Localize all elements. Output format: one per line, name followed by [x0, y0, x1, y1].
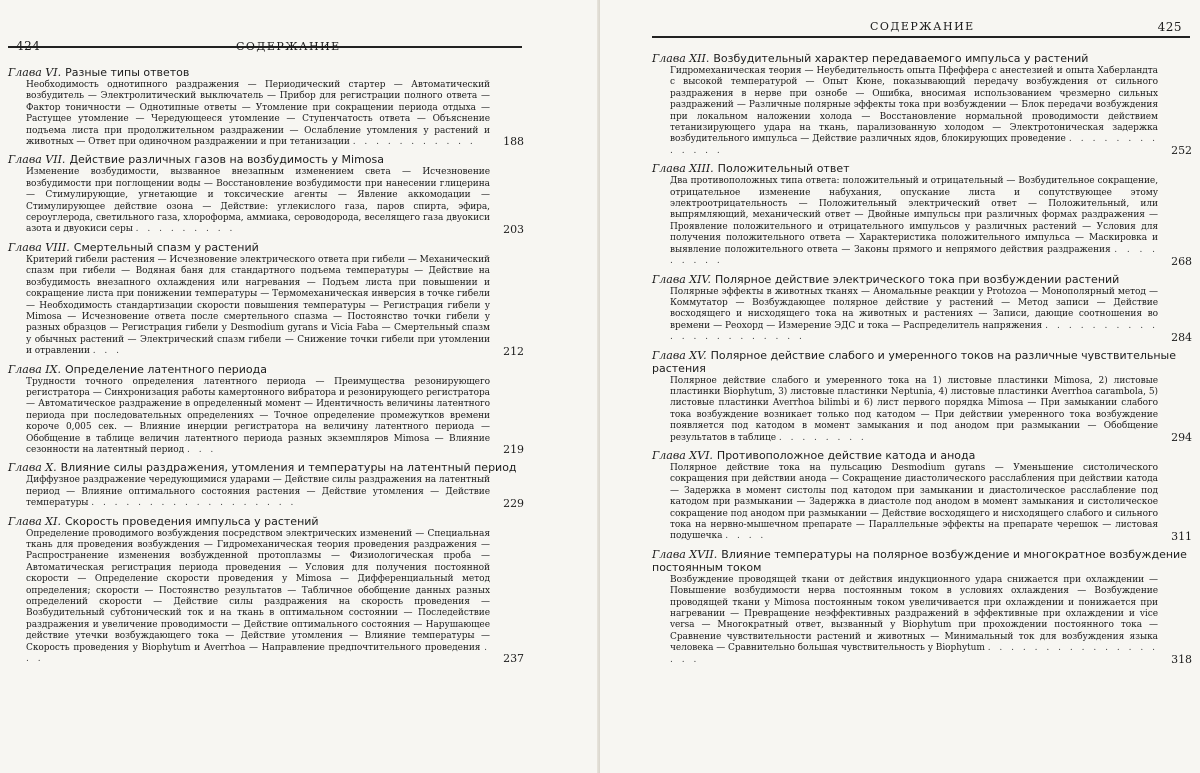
chapter-summary: Определение проводимого возбуждения посредством электрических изменений — Специальная ткань для проведения возбуждения — Гидромеханическая теория проведения раздражения — Распространение изменения возбужденной протоплазмы — Физиологическая проба — Автоматическая регистрация периода проведения — Условия для получения постоянной скорости — Определение скорости проведения у Mimosa — Дифференциальный метод определения; скорости — Постоянство результатов — Табличное обобщение данных разных определений скорости — Действие силы раздражения на скорость проведения — Возбудительный субтонический ток и на ткань в оптимальном состоянии — Последействие раздражения и увеличение проводимости — Действие оптимального состояния — Нарушающее действие утечки возбуждающего тока — Действие утомления — Влияние температуры — Скорость проведения у Biophytum и Averrhoa — Направление предпочтительного проведения: [26, 528, 490, 653]
chapter-heading: [652, 162, 1190, 175]
chapter-title: Возбудительный характер передаваемого импульса у растений: [713, 52, 1089, 65]
chapter-summary: Два противоположных типа ответа: положительный и отрицательный — Возбудительное сокращение, отрицательное изменение набухания, опускание листа и сопутствующее этому электроотрицательность — Положительный электрический ответ — Положительный, или выпрямляющий, механический ответ — Двойные импульсы при различных формах раздражения — Проявление положительного и отрицательного импульсов у различных растений — Условия для получения положительного ответа — Характеристика положительного импульса — Маскировка и выявление положительного ответа — Законы прямого и непрямого действия раздражения: [670, 176, 1158, 255]
chapter-page-number: 294: [1171, 430, 1192, 444]
chapter-title: Скорость проведения импульса у растений: [64, 514, 319, 528]
chapter-page-number: 229: [503, 496, 524, 510]
chapter-page-number: 203: [503, 222, 524, 236]
chapter-label: Глава XIII.: [652, 162, 714, 176]
chapter-entry: [8, 66, 522, 148]
chapter-heading: [8, 515, 522, 528]
chapter-title: Противоположное действие катода и анода: [716, 448, 976, 462]
chapter-heading: [652, 349, 1190, 375]
dot-leader: . . .: [186, 444, 217, 455]
chapter-heading: [8, 241, 522, 254]
chapter-summary: Полярное действие слабого и умеренного тока на 1) листовые пластинки Mimosa, 2) листовые пластинки Biophytum, 3) листовые пластинки Neptunia, 4) листовые пластинки Averrhoa carambola, 5) листовые пластинки Averrhoa bilimbi и 6) лист первого порядка Mimosa — При замыкании слабого тока возбуждение возникает только под катодом — При действии умеренного тока возбуждение появляется под катодом в момент замыкания и под анодом при размыкании — Обобщение результатов в таблице: [670, 375, 1158, 443]
chapter-summary: Изменение возбудимости, вызванное внезапным изменением света — Исчезновение возбудимости при поглощении воды — Восстановление возбудимости при нанесении глицерина — Стимулирующие, угнетающие и токсические агенты — Явление аккомодации — Стимулирующее действие озона — Действие: углекислого газа, паров спирта, эфира, сероуглерода, светильного газа, хлороформа, аммиака, сероводорода, веселящего газа двуокиси азота и двуокиси серы: [26, 167, 490, 235]
chapter-entry: [652, 548, 1190, 666]
chapter-page-number: 311: [1171, 529, 1192, 543]
chapter-summary: Необходимость однотипного раздражения — Периодический стартер — Автоматический возбудитель — Электролитический выключатель — Прибор для регистрации полного ответа — Фактор тоничности — Однотипные ответы — Утомление при сокращении периода отдыха — Растущее утомление — Чередующееся утомление — Ступенчатость ответа — Объяснение подъема листа при продолжительном раздражении — Ослабление утомления у растений и животных — Ответ при одиночном раздражении и при тетанизации: [26, 80, 490, 148]
dot-leader: . . .: [26, 642, 491, 665]
chapter-heading: [652, 52, 1190, 65]
chapter-title: Влияние силы раздражения, утомления и температуры на латентный период: [60, 461, 517, 475]
dot-leader: . . . . . . . . . . .: [352, 137, 476, 148]
chapter-summary: Критерий гибели растения — Исчезновение электрического ответа при гибели — Механический спазм при гибели — Водяная баня для стандартного подъема температуры — Действие на возбудимость внезапного охлаждения или нагревания — Подъем листа при повышении и сокращение листа при понижении температуры — Термомеханическая инверсия в точке гибели — Необходимость стандартизации скорости повышения температуры — Регистрация гибели у Mimosa — Исчезновение ответа после смертельного спазма — Постоянство точки гибели у разных образцов — Регистрация гибели у Desmodium gyrans и Vicia Faba — Смертельный спазм у обычных растений — Электрический спазм гибели — Снижение точки гибели при утомлении и отравлении: [26, 254, 490, 357]
chapter-label: Глава VI.: [8, 66, 62, 79]
chapter-heading: [8, 66, 522, 79]
left-running-head: [8, 0, 522, 53]
chapter-summary: Полярное действие тока на пульсацию Desmodium gyrans — Уменьшение систолического сокращения при действии анода — Сокращение диастолического расслабления при действии катода — Задержка в момент систолы под катодом при замыкании и диастолическое расслабление под катодом при размыкании — Задержка в диастоле под анодом в момент замыкания и систолическое сокращение под анодом при размыкании — Действие восходящего и нисходящего слабого и сильного тока на нервно-мышечном препарате — Параллельные эффекты на препарате черешок — листовая подушечка: [670, 462, 1158, 542]
chapter-title: Определение латентного периода: [64, 362, 268, 376]
chapter-summary-block: [8, 80, 522, 148]
chapter-label: Глава VIII.: [8, 240, 70, 254]
chapter-label: Глава XVII.: [652, 547, 718, 561]
dot-leader: . . . .: [725, 531, 767, 542]
dot-leader: . . . . . . . . . . . . . . . . . .: [670, 643, 1158, 665]
chapter-title: Положительный ответ: [717, 162, 850, 176]
chapter-summary-block: [652, 176, 1190, 267]
chapter-summary-block: [8, 167, 522, 235]
dot-leader: . . . . . . . . .: [135, 224, 236, 235]
right-running-head: [652, 0, 1190, 38]
chapter-title: Влияние температуры на полярное возбуждение и многократное возбуждение постоянным током: [652, 547, 1187, 574]
right-chapter-list: [652, 52, 1190, 666]
right-page-number: 425: [1157, 20, 1182, 34]
chapter-page-number: 219: [503, 443, 524, 457]
chapter-title: Полярное действие электрического тока при возбуждении растений: [715, 272, 1120, 286]
right-running-title: СОДЕРЖАНИЕ: [870, 20, 975, 33]
chapter-entry: [8, 153, 522, 235]
left-page-number: 424: [16, 39, 41, 53]
chapter-summary-block: [652, 463, 1190, 543]
chapter-summary: Возбуждение проводящей ткани от действия индукционного удара снижается при охлаждении — Повышение возбудимости нерва постоянным током в условиях охлаждения — Возбуждение проводящей ткани у Mimosa постоянным током увеличивается при охлаждении и понижается при нагревании — Превращение неэффективных раздражений в эффективные при охлаждении и vice versa — Многократный ответ, вызванный у Biophytum при прохождении постоянного тока — Сравнение чувствительности растений и животных — Минимальный ток для возбуждения языка человека — Сравнительно большая чувствительность у Biophytum: [670, 574, 1158, 654]
chapter-page-number: 284: [1171, 330, 1192, 344]
chapter-summary: Полярные эффекты в животных тканях — Аномальные реакции у Protozoa — Монополярный метод — Коммутатор — Возбуждающее полярное действие у растений — Метод записи — Действие восходящего и нисходящего тока на животных и растениях — Записи, дающие соотношения во времени — Реохорд — Измерение ЭДС и тока — Распределитель напряжения: [670, 286, 1158, 331]
right-page: [600, 0, 1200, 773]
chapter-label: Глава XIV.: [652, 272, 711, 286]
chapter-summary-block: [652, 287, 1190, 344]
chapter-heading: [652, 449, 1190, 462]
chapter-label: Глава XV.: [652, 348, 707, 362]
chapter-entry: [652, 449, 1190, 543]
chapter-summary-block: [8, 377, 522, 457]
chapter-entry: [8, 241, 522, 358]
chapter-heading: [8, 461, 522, 474]
dot-leader: . . . . . . . .: [778, 432, 867, 443]
chapter-summary: Трудности точного определения латентного периода — Преимущества резонирующего регистратора — Синхронизация работы камертонного вибратора и резонирующего регистратора — Автоматическое раздражение в определенный момент — Идентичность величины латентного периода при последовательных определениях — Точное определение промежутков времени короче 0,005 сек. — Влияние инерции регистратора на величину латентного периода — Обобщение в таблице величин латентного периода разных экземпляров Mimosa — Влияние сезонности на латентный период: [26, 376, 490, 455]
chapter-entry: [8, 363, 522, 457]
chapter-label: Глава IX.: [8, 362, 61, 376]
chapter-summary-block: [652, 575, 1190, 666]
dot-leader: . . .: [92, 346, 123, 357]
chapter-entry: [652, 349, 1190, 444]
dot-leader: . . . . . . . . . . . . .: [670, 134, 1158, 156]
chapter-entry: [652, 162, 1190, 267]
chapter-title: Полярное действие слабого и умеренного токов на различные чувствительные растения: [652, 348, 1177, 375]
dot-leader: . . . . . . . . . . . . . . . . . . . . . .: [670, 320, 1158, 343]
chapter-heading: [8, 153, 522, 166]
chapter-heading: [652, 273, 1190, 286]
chapter-page-number: 252: [1171, 144, 1192, 158]
chapter-heading: [652, 548, 1190, 574]
chapter-summary: Гидромеханическая теория — Неубедительность опыта Пфеффера с анестезией и опыта Хаберландта с высокой температурой — Опыт Кюне, показывающий передачу возбуждения от сильного раздражения в нерве при ознобе — Ошибка, вносимая использованием чрезмерно сильных раздражений — Различные полярные эффекты тока при возбуждении — Блок передачи возбуждения при локальном наложении холода — Восстановление нормальной проводимости действием тетанизирующего удара на ткань, парализованную холодом — Электротоническая задержка возбудительного импульса — Действие различных ядов, блокирующих проведение: [670, 66, 1158, 145]
dot-leader: . . . . . . . . . . . . . . . . . .: [91, 498, 297, 509]
chapter-summary-block: [8, 529, 522, 666]
chapter-entry: [8, 515, 522, 666]
dot-leader: . . . . . . . . .: [670, 244, 1158, 267]
chapter-entry: [652, 273, 1190, 344]
chapter-heading: [8, 363, 522, 376]
chapter-entry: [652, 52, 1190, 157]
chapter-summary: Диффузное раздражение чередующимися ударами — Действие силы раздражения на латентный период — Влияние оптимального состояния растения — Действие утомления — Действие температуры: [26, 475, 490, 509]
chapter-label: Глава X.: [8, 461, 57, 475]
left-running-title: СОДЕРЖАНИЕ: [236, 40, 341, 53]
chapter-label: Глава XII.: [652, 52, 710, 65]
chapter-page-number: 237: [503, 652, 524, 666]
chapter-summary-block: [652, 376, 1190, 444]
chapter-summary-block: [652, 66, 1190, 157]
chapter-label: Глава XI.: [8, 514, 61, 528]
chapter-summary-block: [8, 255, 522, 358]
left-chapter-list: [8, 66, 522, 665]
chapter-page-number: 318: [1171, 653, 1192, 667]
chapter-summary-block: [8, 475, 522, 509]
chapter-label: Глава VII.: [8, 153, 66, 167]
chapter-title: Разные типы ответов: [65, 66, 190, 79]
chapter-title: Смертельный спазм у растений: [73, 240, 259, 254]
chapter-label: Глава XVI.: [652, 448, 713, 462]
chapter-page-number: 268: [1171, 254, 1192, 268]
chapter-page-number: 188: [503, 135, 524, 149]
chapter-entry: [8, 461, 522, 509]
chapter-page-number: 212: [503, 344, 524, 358]
chapter-title: Действие различных газов на возбудимость у Mimosa: [69, 153, 384, 167]
